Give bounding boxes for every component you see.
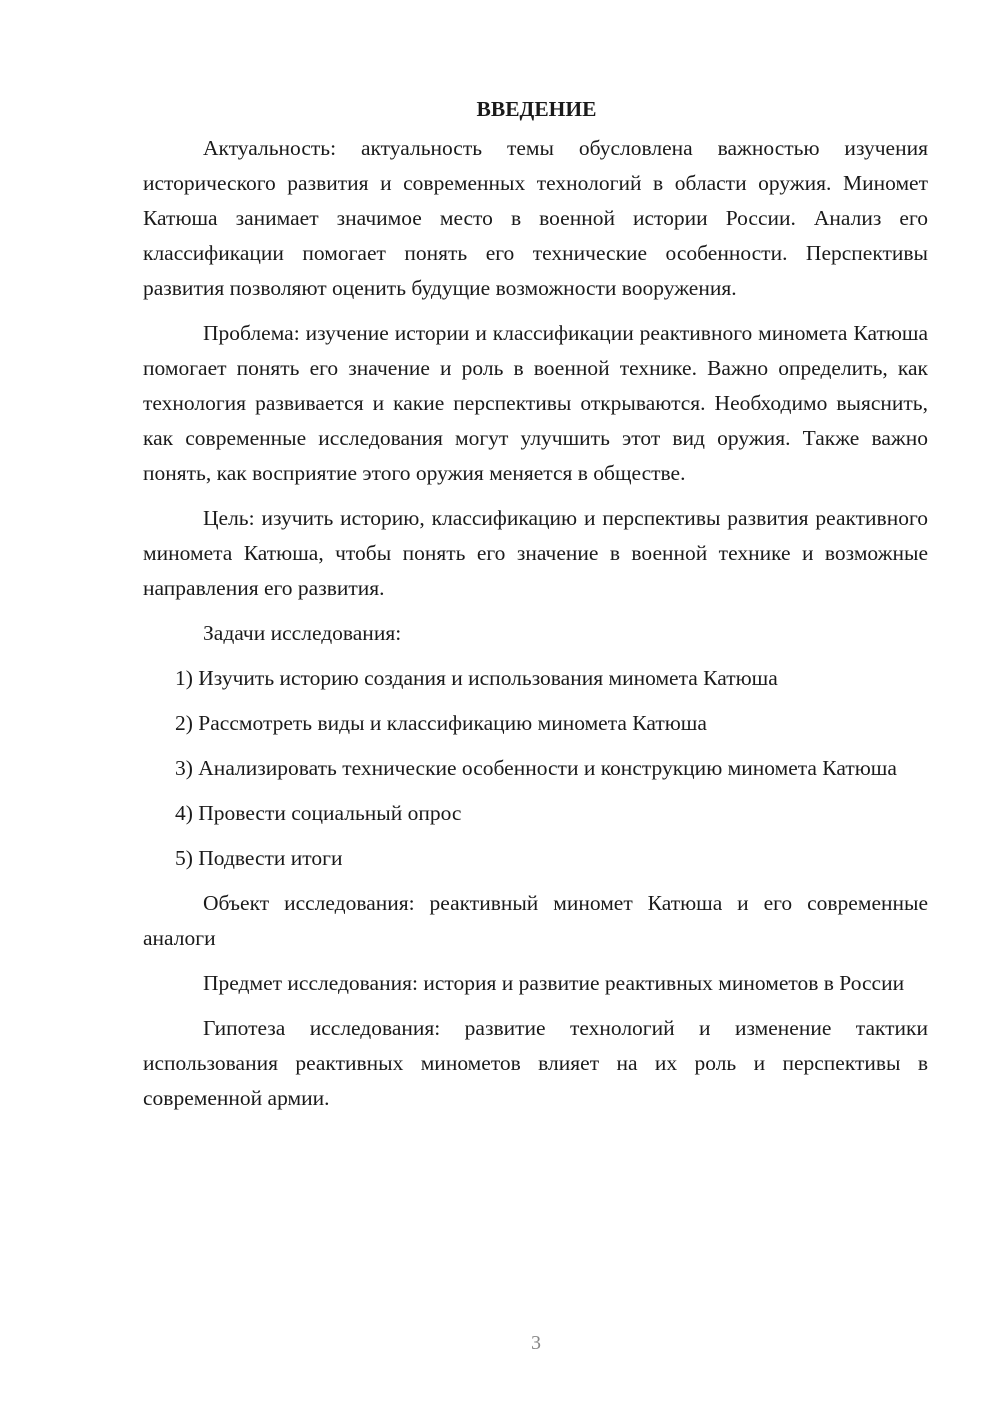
paragraph-object: Объект исследования: реактивный миномет Катюша и его современные аналоги [143, 891, 928, 950]
task-list [143, 661, 928, 876]
task-item: 2) Рассмотреть виды и классификацию миномета Катюша [175, 711, 707, 735]
paragraph-goal: Цель: изучить историю, классификацию и перспективы развития реактивного миномета Катюша, чтобы понять его значение в военной технике и возможные направления его развития. [143, 506, 928, 600]
paragraph-problem: Проблема: изучение истории и классификации реактивного миномета Катюша помогает понять его значение и роль в военной технике. Важно определить, как технология развивается и какие перспективы открываются. Необходимо выяснить, как современные исследования могут улучшить этот вид оружия. Также важно понять, как восприятие этого оружия меняется в обществе. [143, 321, 928, 485]
task-item: 5) Подвести итоги [175, 846, 343, 870]
page-number: 3 [531, 1332, 541, 1354]
paragraph-hypothesis: Гипотеза исследования: развитие технологий и изменение тактики использования реактивных минометов влияет на их роль и перспективы в современной армии. [143, 1016, 928, 1110]
page-title: ВВЕДЕНИЕ [476, 97, 597, 121]
task-item: 4) Провести социальный опрос [175, 801, 462, 825]
task-item: 1) Изучить историю создания и использования миномета Катюша [175, 666, 778, 690]
task-item: 3) Анализировать технические особенности и конструкцию миномета Катюша [175, 756, 897, 780]
paragraph-relevance: Актуальность: актуальность темы обусловлена важностью изучения исторического развития и современных технологий в области оружия. Миномет Катюша занимает значимое место в военной истории России. Анализ его классификации помогает понять его технические особенности. Перспективы развития позволяют оценить будущие возможности вооружения. [143, 136, 928, 300]
page-content [143, 92, 928, 1116]
paragraph-subject: Предмет исследования: история и развитие реактивных минометов в России [203, 971, 905, 995]
tasks-heading: Задачи исследования: [203, 621, 402, 645]
